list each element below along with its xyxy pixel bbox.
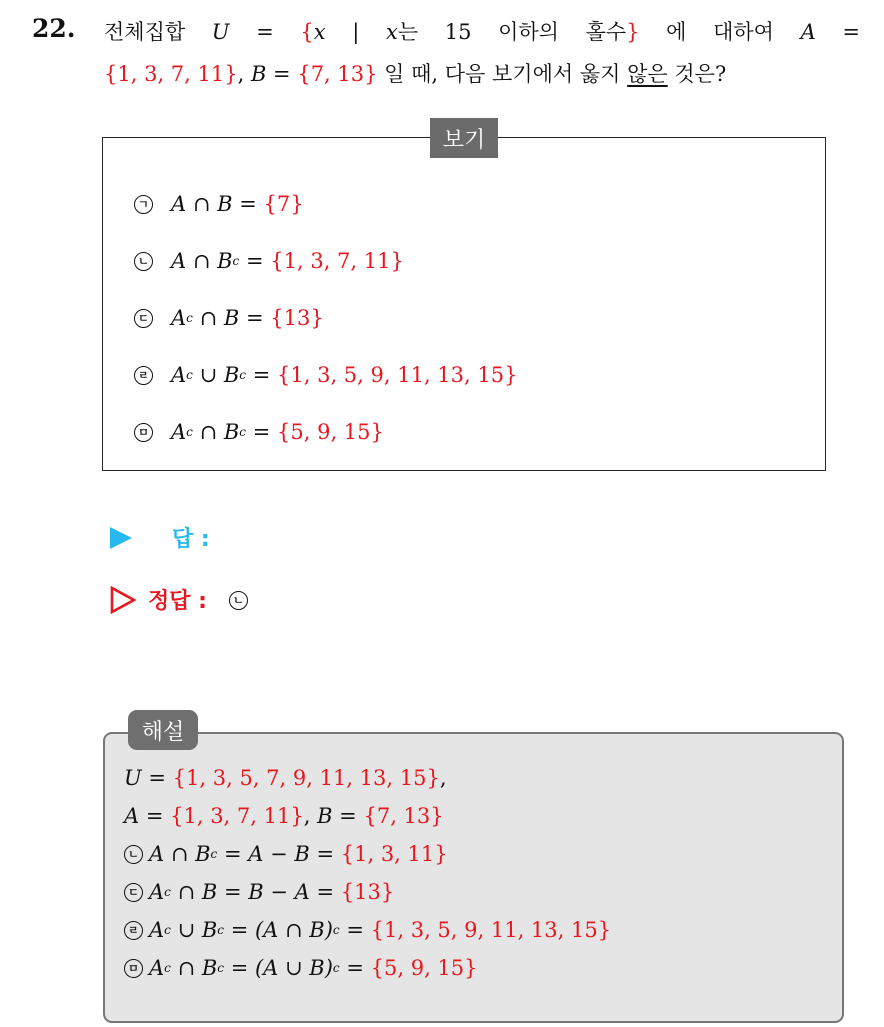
complement-sup: c xyxy=(210,847,218,861)
explanation-line-3 xyxy=(124,842,448,866)
expl-rhs: {1, 3, 5, 9, 11, 13, 15} xyxy=(370,918,612,942)
complement-sup: c xyxy=(232,254,240,268)
expl-rhs: {5, 9, 15} xyxy=(370,956,478,980)
expl-expr: A xyxy=(149,880,165,904)
expl-expr-2: ∩ B xyxy=(177,956,218,980)
set-condition: 는 15 이하의 홀수 xyxy=(397,20,627,44)
expl-comma: , xyxy=(303,804,311,828)
explanation-line-4 xyxy=(124,880,394,904)
expl-comma: , xyxy=(439,766,447,790)
bogi-title: 보기 xyxy=(430,118,498,158)
bogi-item-3 xyxy=(134,306,324,330)
correct-answer-row xyxy=(110,584,248,615)
complement-sup-2: c xyxy=(239,368,247,382)
complement-sup: c xyxy=(186,425,193,439)
circled-marker: ㄷ xyxy=(134,309,153,328)
universe-var: U xyxy=(211,20,230,44)
answer-row xyxy=(110,522,210,553)
set-var: x xyxy=(313,20,326,44)
expl-expr-4: = xyxy=(346,956,364,980)
circled-marker: ㄹ xyxy=(134,366,153,385)
bogi-rhs: {7} xyxy=(263,192,304,216)
expl-expr-2: ∪ B xyxy=(177,918,218,942)
bogi-rhs: {1, 3, 7, 11} xyxy=(270,249,404,273)
explanation-line-5 xyxy=(124,918,611,942)
complement-sup-3: c xyxy=(332,923,340,937)
bogi-item-2 xyxy=(134,249,404,273)
question-text-b: 것은? xyxy=(674,62,727,86)
correct-answer-label: 정답 : xyxy=(148,589,207,614)
answer-label: 답 : xyxy=(172,527,210,552)
explanation-line-1 xyxy=(124,766,447,790)
circled-marker: ㅁ xyxy=(134,423,153,442)
expl-rhs: {1, 3, 11} xyxy=(340,842,448,866)
set-a-var: A xyxy=(800,20,816,44)
bogi-expr-3: = xyxy=(252,420,271,444)
circled-marker: ㄹ xyxy=(124,921,143,940)
bogi-rhs: {5, 9, 15} xyxy=(277,420,384,444)
question-line-2: {1, 3, 7, 11}, B = {7, 13} 일 때, 다음 보기에서 옳지 않은 것은? xyxy=(104,62,727,86)
expl-rhs-b: {7, 13} xyxy=(363,804,444,828)
expl-expr-b: B = xyxy=(317,804,357,828)
bogi-item-5 xyxy=(134,420,384,444)
question-line-1 xyxy=(104,16,860,46)
bogi-expr: A xyxy=(171,420,187,444)
circled-marker: ㄴ xyxy=(134,252,153,271)
correct-answer-value xyxy=(229,589,248,610)
expl-expr-3: = (A ∪ B) xyxy=(230,956,333,980)
complement-sup-2: c xyxy=(239,425,247,439)
bogi-expr: A xyxy=(171,306,187,330)
circled-marker: ㄷ xyxy=(124,883,143,902)
bogi-expr-2: ∩ B = xyxy=(199,306,264,330)
bogi-expr-3: = xyxy=(252,363,271,387)
set-b-values: {7, 13} xyxy=(297,62,378,86)
set-var-2: x xyxy=(385,20,398,44)
complement-sup-2: c xyxy=(217,961,225,975)
bogi-expr: A ∩ B xyxy=(171,249,233,273)
expl-expr-2: = A − B = xyxy=(223,842,335,866)
circled-marker: ㅁ xyxy=(124,959,143,978)
bogi-rhs: {13} xyxy=(270,306,324,330)
complement-sup: c xyxy=(164,923,171,937)
complement-sup-2: c xyxy=(217,923,225,937)
explanation-line-2 xyxy=(124,804,444,828)
expl-expr: A ∩ B xyxy=(149,842,211,866)
set-b-var: B xyxy=(250,62,267,86)
expl-rhs-a: {1, 3, 7, 11} xyxy=(170,804,304,828)
circled-marker: ㄱ xyxy=(134,195,153,214)
bogi-expr: A xyxy=(171,363,187,387)
bogi-expr-2: ∩ B xyxy=(199,420,240,444)
set-a-values: {1, 3, 7, 11} xyxy=(104,62,238,86)
bogi-item-1 xyxy=(134,192,304,216)
circled-marker: ㄴ xyxy=(229,591,248,610)
expl-expr-2: ∩ B = B − A = xyxy=(177,880,335,904)
question-tail: 에 대하여 xyxy=(666,20,774,44)
equals-2: = xyxy=(842,20,860,44)
bogi-expr-2: ∪ B xyxy=(199,363,240,387)
complement-sup: c xyxy=(164,885,171,899)
question-number: 22. xyxy=(32,14,76,43)
filled-triangle-icon xyxy=(110,527,132,549)
question-text-a: 일 때, 다음 보기에서 옳지 xyxy=(384,62,621,86)
expl-expr: A xyxy=(149,918,165,942)
complement-sup-3: c xyxy=(332,961,340,975)
expl-expr: A = xyxy=(124,804,164,828)
outline-triangle-icon xyxy=(110,586,136,614)
expl-expr: A xyxy=(149,956,165,980)
explanation-line-6 xyxy=(124,956,478,980)
expl-rhs: {13} xyxy=(340,880,395,904)
complement-sup: c xyxy=(186,311,193,325)
bogi-expr: A ∩ B = xyxy=(171,192,257,216)
expl-expr: U = xyxy=(124,766,166,790)
complement-sup: c xyxy=(164,961,171,975)
expl-expr-4: = xyxy=(346,918,364,942)
bogi-item-4 xyxy=(134,363,517,387)
expl-expr-3: = (A ∩ B) xyxy=(230,918,333,942)
set-open-brace: { xyxy=(300,20,314,44)
complement-sup: c xyxy=(186,368,193,382)
set-close-brace: } xyxy=(626,20,640,44)
set-bar: | xyxy=(352,20,360,44)
circled-marker: ㄴ xyxy=(124,845,143,864)
bogi-rhs: {1, 3, 5, 9, 11, 13, 15} xyxy=(277,363,518,387)
bogi-expr-2: = xyxy=(245,249,264,273)
question-intro: 전체집합 xyxy=(104,20,186,44)
explanation-title: 해설 xyxy=(128,710,198,750)
equals: = xyxy=(256,20,274,44)
underlined-word: 않은 xyxy=(627,62,668,86)
expl-rhs: {1, 3, 5, 7, 9, 11, 13, 15} xyxy=(172,766,440,790)
